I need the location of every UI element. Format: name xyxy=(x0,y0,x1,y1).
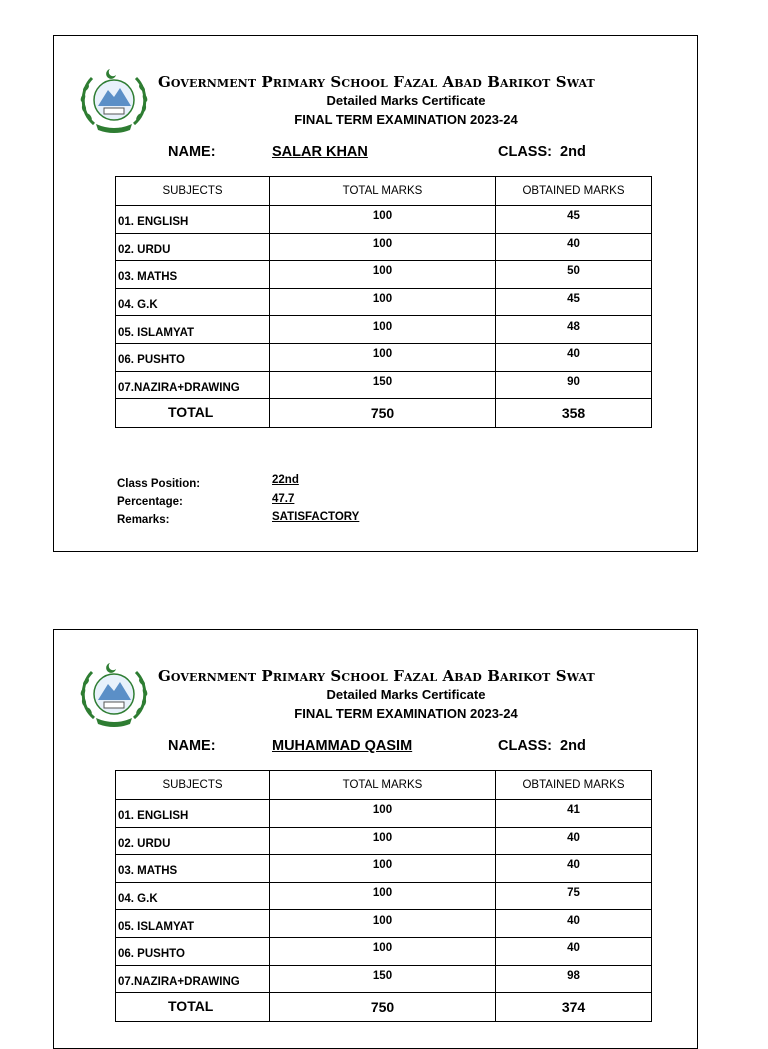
certificate-subtitle: Detailed Marks Certificate xyxy=(326,93,486,108)
subject-cell: 03. MATHS xyxy=(116,261,270,289)
table-row xyxy=(116,316,652,344)
header-obtained-marks: OBTAINED MARKS xyxy=(496,177,652,206)
marks-table xyxy=(115,770,652,1022)
total-cell: 100 xyxy=(270,343,496,371)
obtained-cell: 75 xyxy=(496,882,652,910)
total-cell: 150 xyxy=(270,371,496,399)
total-row xyxy=(116,993,652,1022)
obtained-cell: 40 xyxy=(496,910,652,938)
subject-cell: 05. ISLAMYAT xyxy=(116,316,270,344)
table-row xyxy=(116,937,652,965)
table-row xyxy=(116,800,652,828)
obtained-cell: 45 xyxy=(496,288,652,316)
subject-cell: 02. URDU xyxy=(116,233,270,261)
subject-cell: 07.NAZIRA+DRAWING xyxy=(116,371,270,399)
obtained-cell: 48 xyxy=(496,316,652,344)
subject-cell: 07.NAZIRA+DRAWING xyxy=(116,965,270,993)
header-obtained-marks: OBTAINED MARKS xyxy=(496,771,652,800)
table-row xyxy=(116,206,652,234)
obtained-cell: 40 xyxy=(496,827,652,855)
header-total-marks: TOTAL MARKS xyxy=(270,177,496,206)
marks-certificate-1 xyxy=(53,35,698,552)
table-row xyxy=(116,288,652,316)
certificate-subtitle: Detailed Marks Certificate xyxy=(326,687,486,702)
obtained-cell: 40 xyxy=(496,343,652,371)
total-marks: 750 xyxy=(270,993,496,1022)
obtained-cell: 40 xyxy=(496,855,652,883)
remarks-value: SATISFACTORY xyxy=(272,511,360,523)
total-cell: 100 xyxy=(270,233,496,261)
marks-table xyxy=(115,176,652,428)
subject-cell: 01. ENGLISH xyxy=(116,206,270,234)
total-cell: 100 xyxy=(270,261,496,289)
subject-cell: 05. ISLAMYAT xyxy=(116,910,270,938)
table-header-row xyxy=(116,771,652,800)
table-header-row xyxy=(116,177,652,206)
class-position-value: 22nd xyxy=(272,474,299,486)
total-cell: 100 xyxy=(270,316,496,344)
table-row xyxy=(116,855,652,883)
header-subjects: SUBJECTS xyxy=(116,177,270,206)
obtained-cell: 40 xyxy=(496,233,652,261)
table-row xyxy=(116,371,652,399)
school-name: Government Primary School Fazal Abad Barikot Swat xyxy=(158,73,595,91)
total-cell: 100 xyxy=(270,800,496,828)
obtained-cell: 40 xyxy=(496,937,652,965)
total-obtained: 374 xyxy=(496,993,652,1022)
table-row xyxy=(116,882,652,910)
class-label: CLASS: 2nd xyxy=(498,738,586,754)
subject-cell: 06. PUSHTO xyxy=(116,343,270,371)
total-cell: 100 xyxy=(270,937,496,965)
total-cell: 100 xyxy=(270,827,496,855)
student-name: MUHAMMAD QASIM xyxy=(272,738,413,754)
total-cell: 100 xyxy=(270,855,496,883)
subject-cell: 01. ENGLISH xyxy=(116,800,270,828)
percentage-value: 47.7 xyxy=(272,493,295,505)
student-name: SALAR KHAN xyxy=(272,144,368,160)
total-marks: 750 xyxy=(270,399,496,428)
class-label: CLASS: 2nd xyxy=(498,144,586,160)
subject-cell: 04. G.K xyxy=(116,882,270,910)
total-cell: 100 xyxy=(270,910,496,938)
total-label: TOTAL xyxy=(116,399,270,428)
obtained-cell: 45 xyxy=(496,206,652,234)
total-cell: 100 xyxy=(270,288,496,316)
subject-cell: 02. URDU xyxy=(116,827,270,855)
subject-cell: 04. G.K xyxy=(116,288,270,316)
subject-cell: 03. MATHS xyxy=(116,855,270,883)
total-cell: 150 xyxy=(270,965,496,993)
obtained-cell: 98 xyxy=(496,965,652,993)
obtained-cell: 50 xyxy=(496,261,652,289)
exam-title: FINAL TERM EXAMINATION 2023-24 xyxy=(294,706,518,721)
table-row xyxy=(116,910,652,938)
total-cell: 100 xyxy=(270,206,496,234)
table-row xyxy=(116,343,652,371)
header-total-marks: TOTAL MARKS xyxy=(270,771,496,800)
name-label: NAME: xyxy=(168,738,216,754)
total-label: TOTAL xyxy=(116,993,270,1022)
subject-cell: 06. PUSHTO xyxy=(116,937,270,965)
obtained-cell: 41 xyxy=(496,800,652,828)
table-row xyxy=(116,261,652,289)
class-position-label: Class Position: xyxy=(117,478,201,490)
table-row xyxy=(116,965,652,993)
school-name: Government Primary School Fazal Abad Barikot Swat xyxy=(158,667,595,685)
table-row xyxy=(116,827,652,855)
school-emblem-icon xyxy=(76,66,152,136)
total-obtained: 358 xyxy=(496,399,652,428)
school-emblem-icon xyxy=(76,660,152,730)
percentage-label: Percentage: xyxy=(117,496,183,508)
table-row xyxy=(116,233,652,261)
total-row xyxy=(116,399,652,428)
name-label: NAME: xyxy=(168,144,216,160)
total-cell: 100 xyxy=(270,882,496,910)
header-subjects: SUBJECTS xyxy=(116,771,270,800)
marks-certificate-2 xyxy=(53,629,698,1049)
obtained-cell: 90 xyxy=(496,371,652,399)
remarks-label: Remarks: xyxy=(117,514,170,526)
exam-title: FINAL TERM EXAMINATION 2023-24 xyxy=(294,112,518,127)
